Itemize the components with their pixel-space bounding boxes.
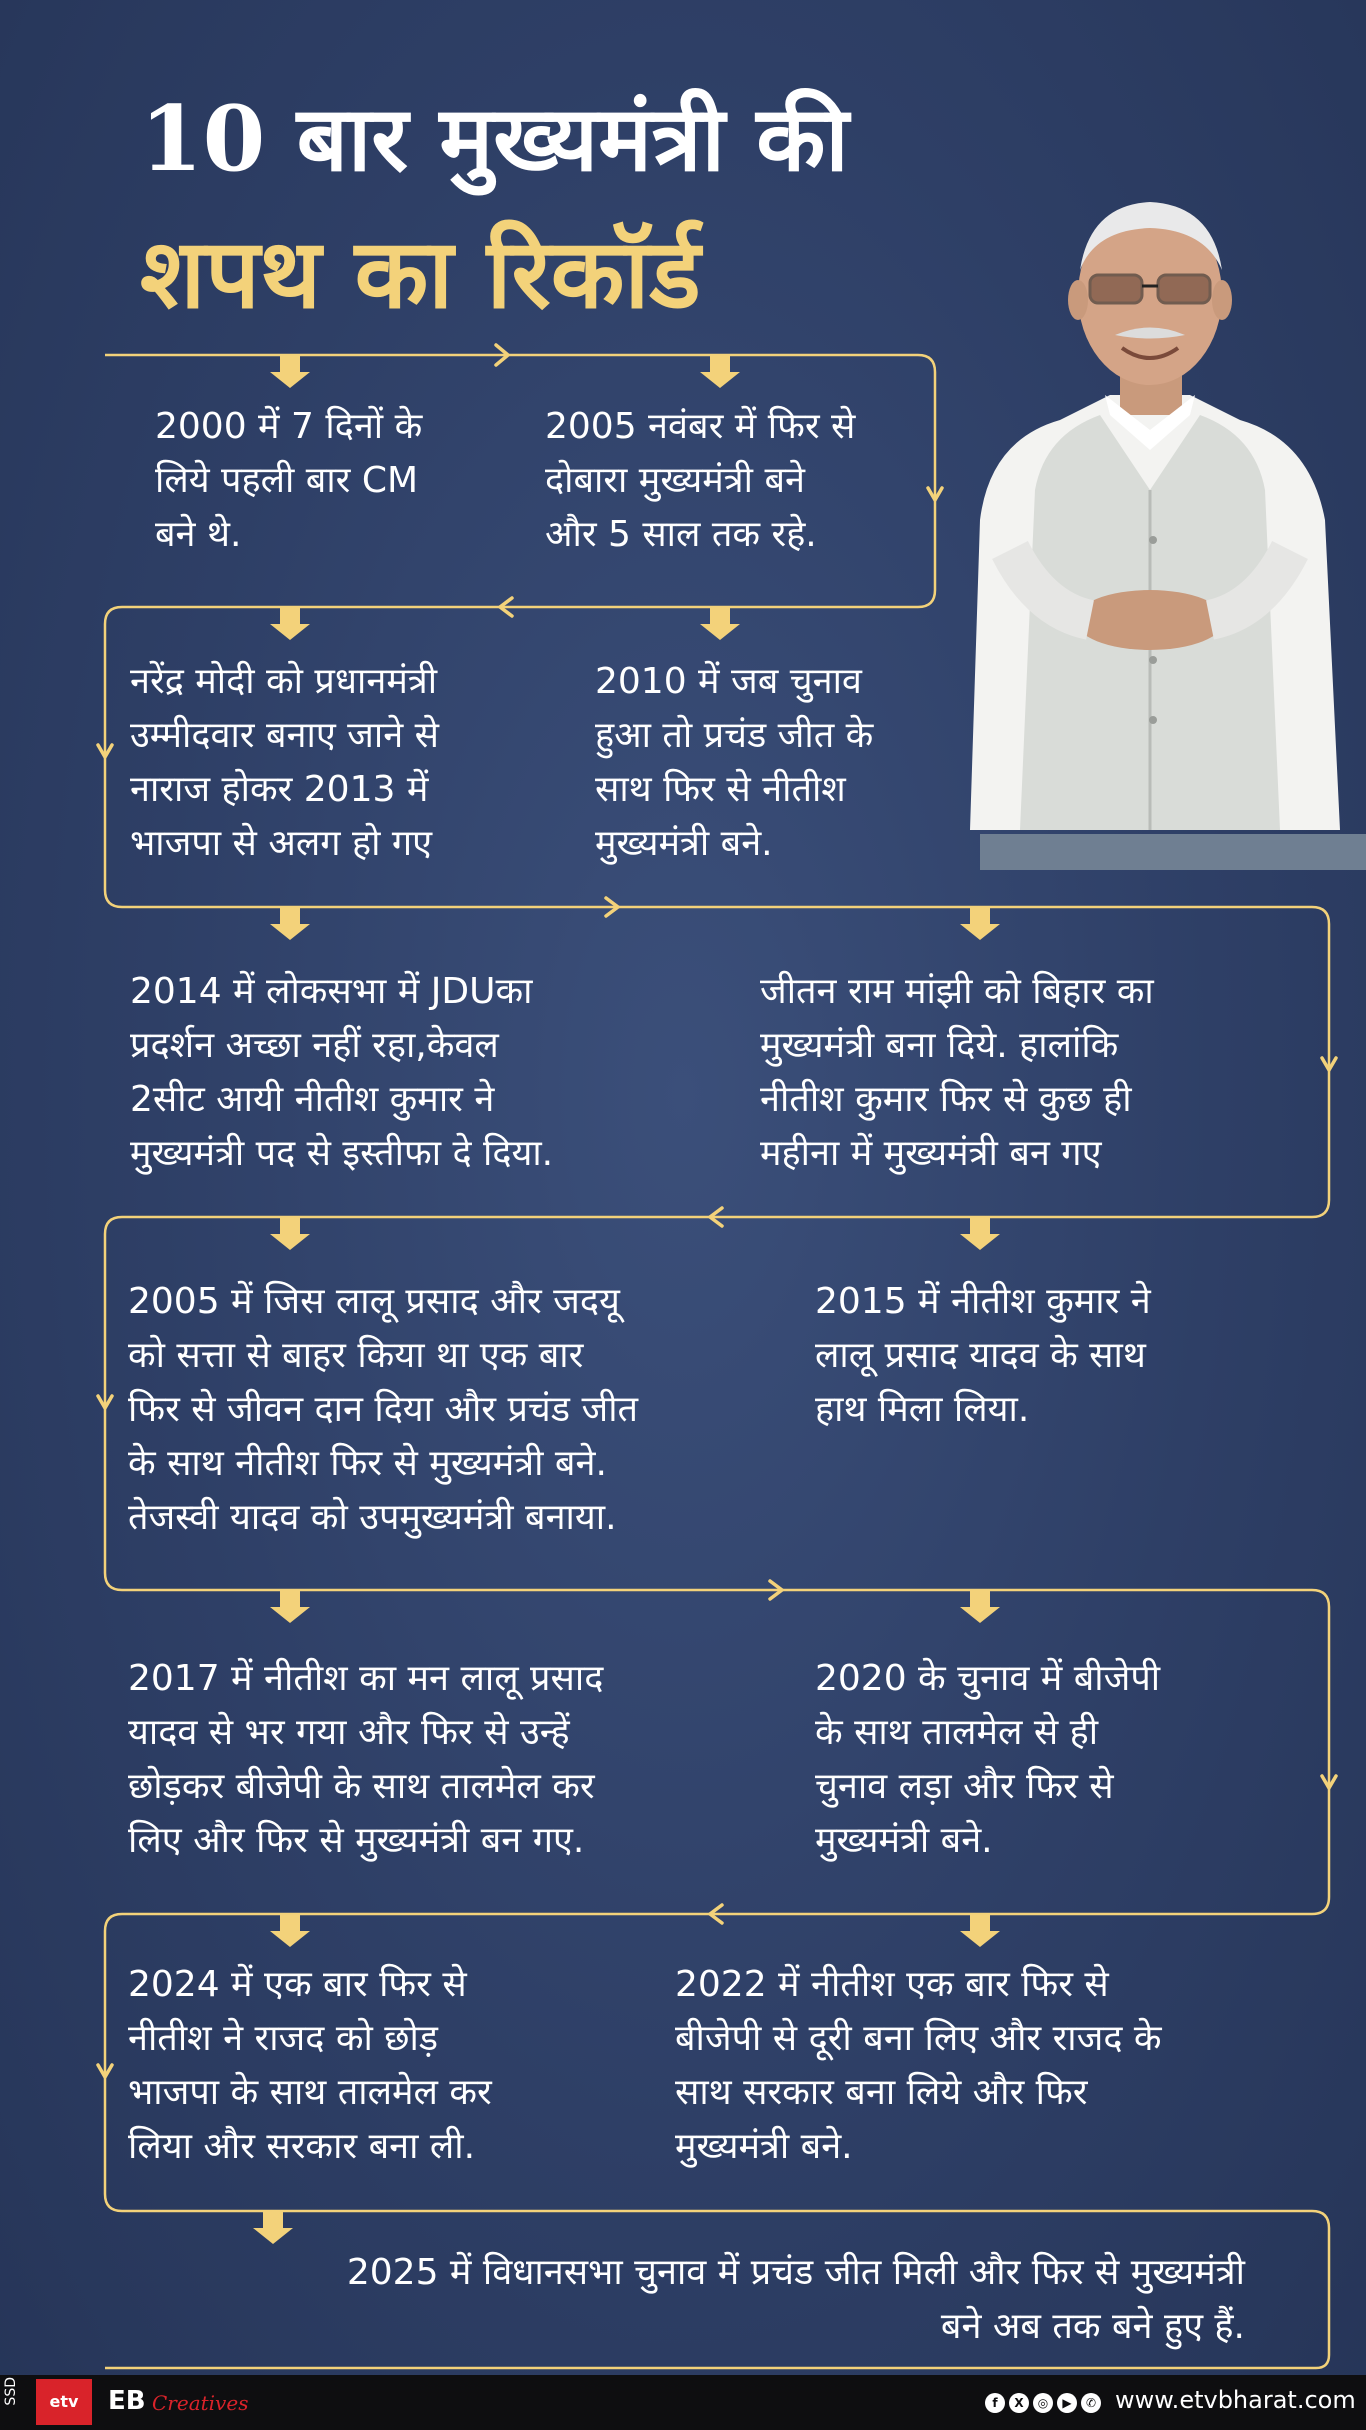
website-link[interactable]: www.etvbharat.com	[1115, 2386, 1356, 2414]
event-manjhi: जीतन राम मांझी को बिहार का मुख्यमंत्री बना दिये. हालांकि नीतीश कुमार फिर से कुछ ही महीना में मुख्यमंत्री बन गए	[760, 971, 1154, 1174]
instagram-icon[interactable]: ◎	[1033, 2393, 1053, 2413]
social-icons	[985, 2392, 1105, 2413]
event-2010: 2010 में जब चुनाव हुआ तो प्रचंड जीत के साथ फिर से नीतीश मुख्यमंत्री बने.	[595, 661, 874, 864]
footer-brand: EB	[108, 2386, 146, 2416]
whatsapp-icon[interactable]: ✆	[1081, 2393, 1101, 2413]
footer-bar	[0, 2375, 1366, 2430]
title-line-1: 10 बार मुख्यमंत्री की	[140, 86, 849, 192]
event-2005: 2005 नवंबर में फिर से दोबारा मुख्यमंत्री बने और 5 साल तक रहे.	[545, 406, 856, 555]
youtube-icon[interactable]: ▶	[1057, 2393, 1077, 2413]
etv-logo[interactable]: etv	[36, 2379, 92, 2425]
facebook-icon[interactable]: f	[985, 2393, 1005, 2413]
event-2013: नरेंद्र मोदी को प्रधानमंत्री उम्मीदवार बनाए जाने से नाराज होकर 2013 में भाजपा से अलग हो गए	[130, 661, 439, 864]
event-2025: 2025 में विधानसभा चुनाव में प्रचंड जीत मिली और फिर से मुख्यमंत्री बने अब तक बने हुए हैं.	[346, 2252, 1245, 2347]
event-2022: 2022 में नीतीश एक बार फिर से बीजेपी से दूरी बना लिए और राजद के साथ सरकार बना लिये और फिर मुख्यमंत्री बने.	[675, 1964, 1162, 2167]
event-2000: 2000 में 7 दिनों के लिये पहली बार CM बने थे.	[155, 406, 423, 555]
event-mahagathbandhan: 2005 में जिस लालू प्रसाद और जदयू को सत्ता से बाहर किया था एक बार फिर से जीवन दान दिया और प्रचंड जीत के साथ नीतीश फिर से मुख्यमंत्री बने. तेजस्वी यादव को उपमुख्यमंत्री बनाया.	[128, 1281, 639, 1538]
event-2024: 2024 में एक बार फिर से नीतीश ने राजद को छोड़ भाजपा के साथ तालमेल कर लिया और सरकार बना ली.	[128, 1964, 492, 2167]
event-2014: 2014 में लोकसभा में JDUका प्रदर्शन अच्छा नहीं रहा,केवल 2सीट आयी नीतीश कुमार ने मुख्यमंत्री पद से इस्तीफा दे दिया.	[130, 971, 554, 1174]
title-line-2: शपथ का रिकॉर्ड	[140, 217, 701, 330]
event-2017: 2017 में नीतीश का मन लालू प्रसाद यादव से भर गया और फिर से उन्हें छोड़कर बीजेपी के साथ तालमेल कर लिए और फिर से मुख्यमंत्री बन गए.	[128, 1658, 604, 1861]
event-2020: 2020 के चुनाव में बीजेपी के साथ तालमेल से ही चुनाव लड़ा और फिर से मुख्यमंत्री बने.	[815, 1658, 1161, 1861]
x-icon[interactable]: X	[1009, 2393, 1029, 2413]
footer-side-text: SSD	[3, 2377, 19, 2406]
footer-brand-sub: Creatives	[152, 2391, 249, 2415]
event-2015: 2015 में नीतीश कुमार ने लालू प्रसाद यादव के साथ हाथ मिला लिया.	[815, 1281, 1151, 1430]
